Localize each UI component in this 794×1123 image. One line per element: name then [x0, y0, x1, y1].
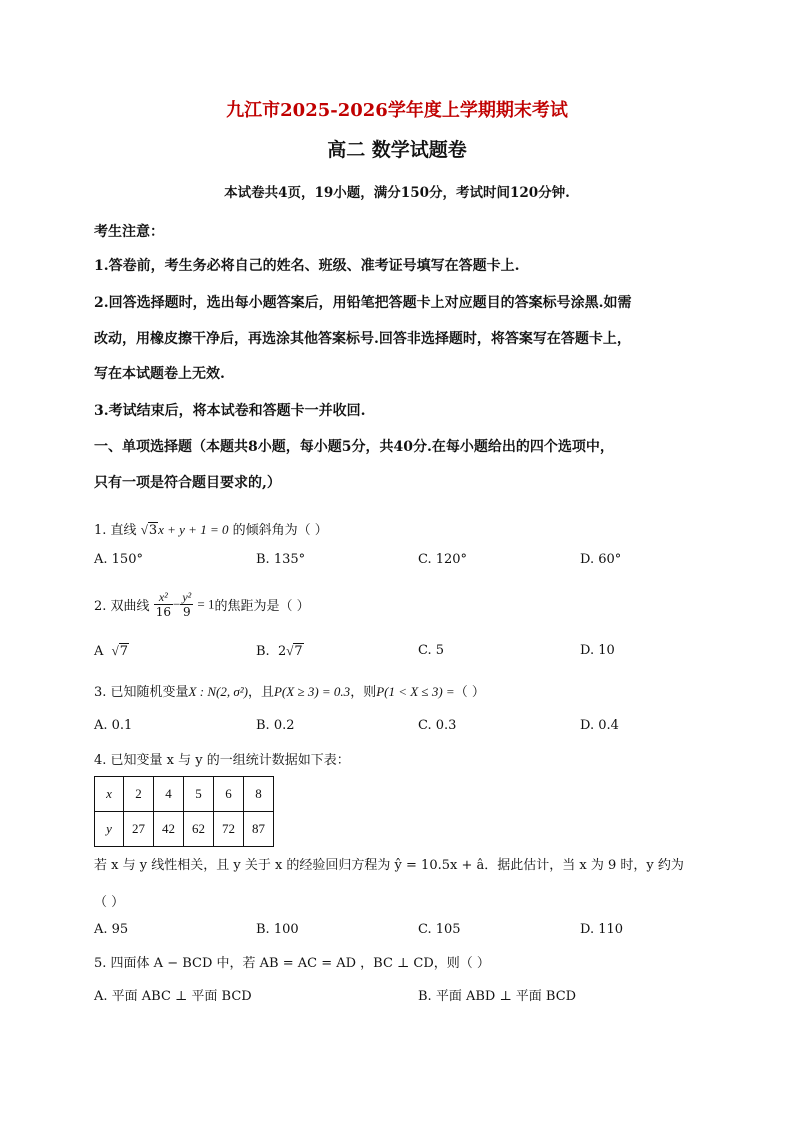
table-cell: 62 [184, 812, 214, 847]
q2-suffix: 的焦距为是（ ） [214, 599, 310, 614]
paper-info: 本试卷共4页，19小题，满分150分，考试时间120分钟. [224, 185, 570, 201]
table-cell: 27 [124, 812, 154, 847]
q3-option-b: B. 0.2 [256, 718, 295, 733]
table-cell: 2 [124, 777, 154, 812]
q4-option-c: C. 105 [418, 922, 461, 937]
table-cell: 4 [154, 777, 184, 812]
section-1-line-1: 一、单项选择题（本题共8小题，每小题5分，共40分.在每小题给出的四个选项中， [94, 439, 614, 455]
q5-option-b: B. 平面 ABD ⊥ 平面 BCD [418, 989, 577, 1004]
table-cell: 5 [184, 777, 214, 812]
table-cell: 8 [244, 777, 274, 812]
q1-option-c: C. 120° [418, 552, 468, 567]
q2-eq-tail: = 1 [197, 596, 215, 612]
q2-fraction-2: $\frac{\text{y²}}{9}$ [182, 590, 192, 619]
q2-option-d: D. 10 [580, 643, 615, 658]
q4-regression-line: 若 x 与 y 线性相关，且 y 关于 x 的经验回归方程为 ŷ = 10.5x + â．据此估计，当 x 为 9 时，y 约为 [94, 858, 684, 873]
q2-prefix: 2. 双曲线 [94, 599, 150, 614]
q1-option-a: A. 150° [94, 552, 143, 567]
q1-suffix: 的倾斜角为（ ） [232, 523, 328, 538]
q4-option-b: B. 100 [256, 922, 299, 937]
table-cell: 72 [214, 812, 244, 847]
paper-title: 高二 数学试题卷 [327, 139, 467, 161]
question-5-stem: 5. 四面体 A − BCD 中，若 AB = AC = AD ，BC ⊥ CD，则（ ） [94, 956, 490, 971]
table-row [95, 812, 274, 847]
q1-option-d: D. 60° [580, 552, 622, 567]
q3-option-c: C. 0.3 [418, 718, 457, 733]
notice-item-2-line-3: 写在本试题卷上无效. [94, 366, 225, 382]
notice-item-2-line-1: 2.回答选择题时，选出每小题答案后，用铅笔把答题卡上对应题目的答案标号涂黑.如需 [94, 295, 632, 311]
notice-item-1: 1.答卷前，考生务必将自己的姓名、班级、准考证号填写在答题卡上. [94, 258, 520, 274]
q5-option-a: A. 平面 ABC ⊥ 平面 BCD [94, 989, 252, 1004]
notice-heading: 考生注意： [94, 224, 164, 240]
table-cell: 6 [214, 777, 244, 812]
q2-option-b: B. 2√7 [256, 643, 303, 659]
q2-option-c: C. 5 [418, 643, 445, 658]
q3-condition: P(X ≥ 3) = 0.3 [273, 684, 351, 699]
q1-eq-tail: x + y + 1 = 0 [158, 522, 229, 537]
q4-option-a: A. 95 [94, 922, 129, 937]
notice-item-2-line-2: 改动，用橡皮擦干净后，再选涂其他答案标号.回答非选择题时，将答案写在答题卡上， [94, 331, 631, 347]
exam-title: 九江市2025-2026学年度上学期期末考试 [226, 100, 568, 121]
q3-distribution: X : N(2, σ²) [188, 684, 248, 699]
q2-option-a: A √7 [94, 643, 129, 659]
q3-option-d: D. 0.4 [580, 718, 619, 733]
table-row [95, 777, 274, 812]
table-header-x: x [95, 777, 124, 812]
q4-answer-blank: （ ） [94, 895, 125, 910]
q1-equation: √3x + y + 1 = 0 [140, 522, 229, 538]
q4-data-table [94, 776, 274, 847]
table-header-y: y [95, 812, 124, 847]
question-3: 3. 已知随机变量X : N(2, σ²)，且P(X ≥ 3) = 0.3，则P(1 < X ≤ 3) =（ ） [94, 684, 485, 700]
table-cell: 87 [244, 812, 274, 847]
q3-option-a: A. 0.1 [94, 718, 133, 733]
q2-fraction-1: $\frac{\text{x²}}{16}$ [155, 590, 171, 619]
question-2: 2. 双曲线 $\frac{\text{x²}}{16}$ − $\frac{\text{y²}}{9}$ = 1的焦距为是（ ） [94, 590, 310, 619]
table-cell: 42 [154, 812, 184, 847]
question-4-stem: 4. 已知变量 x 与 y 的一组统计数据如下表： [94, 753, 350, 768]
q1-option-b: B. 135° [256, 552, 306, 567]
q1-prefix: 1. 直线 [94, 523, 137, 538]
notice-item-3: 3.考试结束后，将本试卷和答题卡一并收回. [94, 403, 366, 419]
section-1-line-2: 只有一项是符合题目要求的,） [94, 475, 281, 491]
question-1 [94, 519, 328, 538]
q3-ask: P(1 < X ≤ 3) = [376, 684, 455, 699]
q4-option-d: D. 110 [580, 922, 624, 937]
